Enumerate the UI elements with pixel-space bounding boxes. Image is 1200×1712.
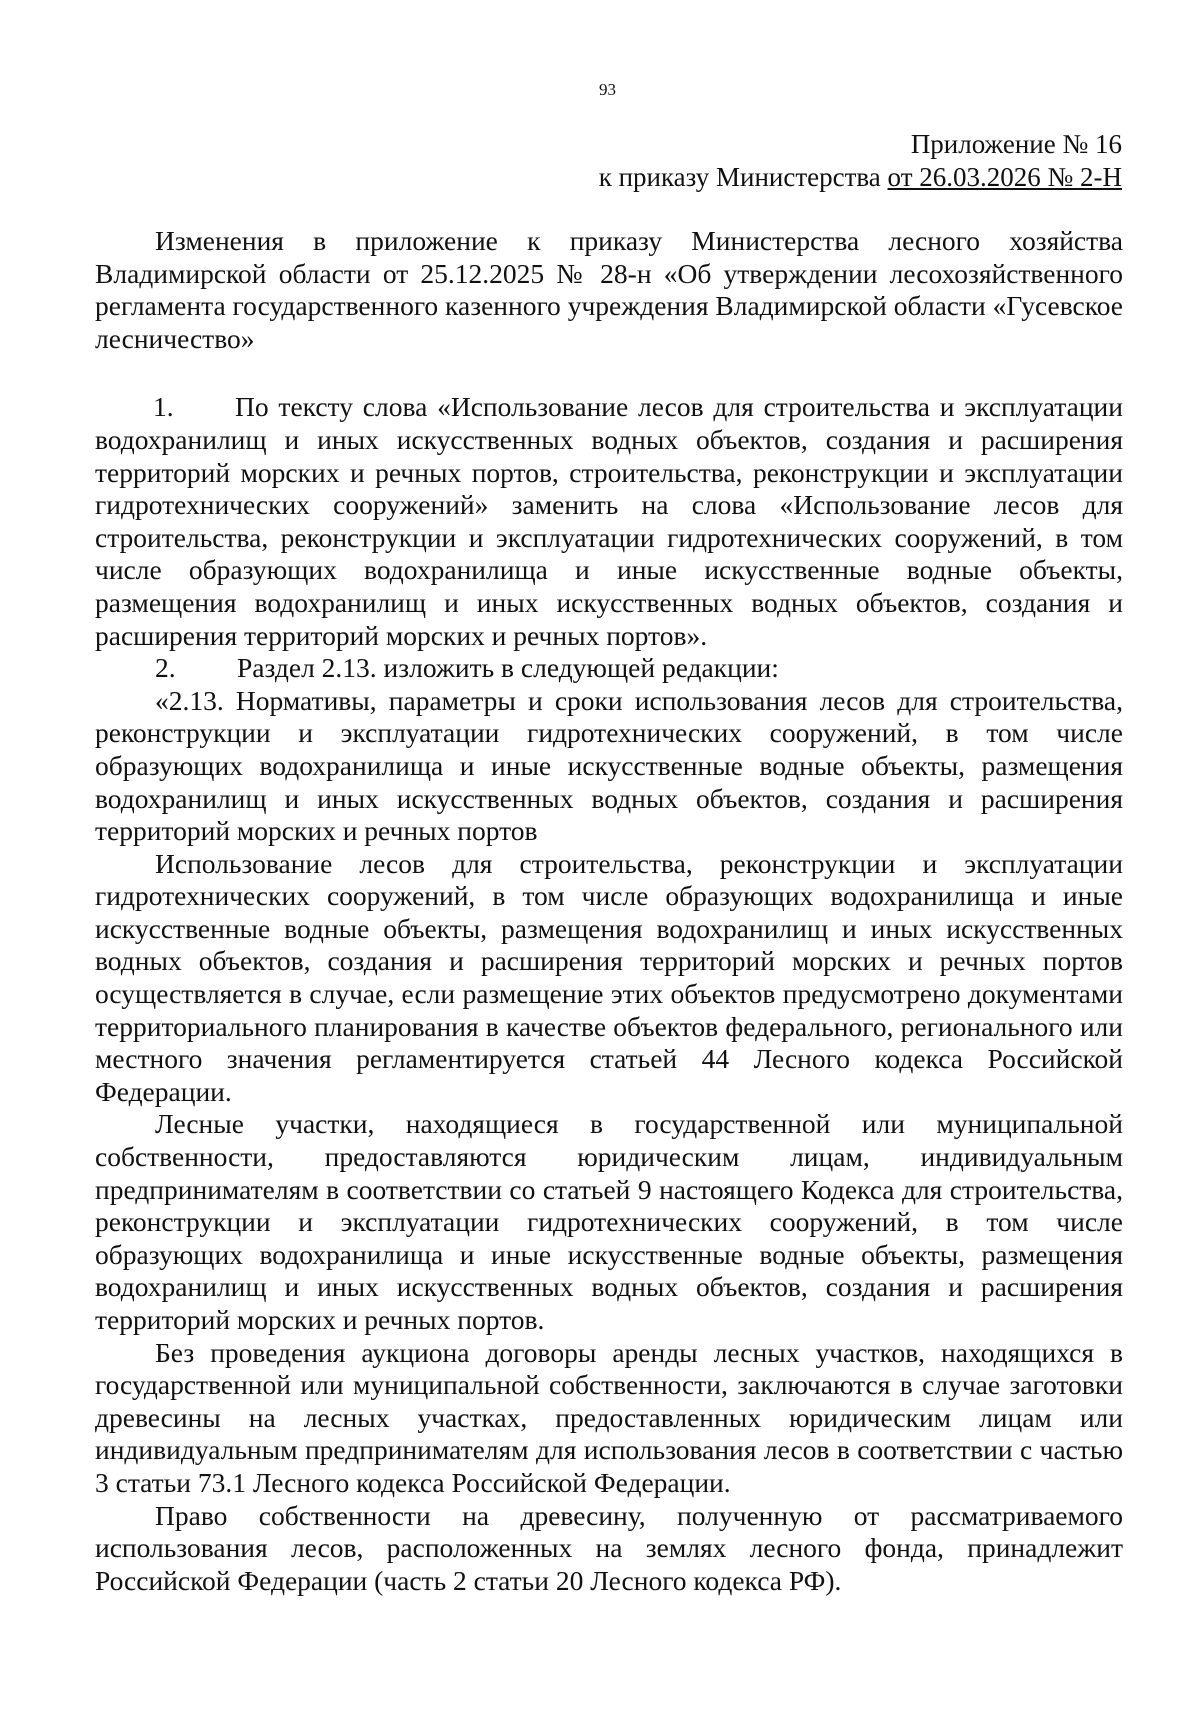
body-paragraph: Право собственности на древесину, полученную от рассматриваемого использования лесов, расположенных на землях лесного фонда, принадлежит Российской Федерации (часть 2 статьи 20 Лесного кодекса РФ).: [95, 1499, 1123, 1596]
list-item-1: [95, 391, 1123, 652]
list-item-text: По тексту слова «Использование лесов для строительства и эксплуатации водохранилищ и иных искусственных водных объектов, создания и расширения территорий морских и речных портов, строительства, реконструкции и эксплуатации гидротехнических сооружений» заменить на слова «Использование лесов для строительства, реконструкции и эксплуатации гидротехнических сооружений, в том числе образующих водохранилища и иные искусственные водные объекты, размещения водохранилищ и иных искусственных водных объектов, создания и расширения территорий морских и речных портов».: [95, 391, 1123, 651]
document-heading: Изменения в приложение к приказу Министерства лесного хозяйства Владимирской области от 25.12.2025 № 28-н «Об утверждении лесохозяйственного регламента государственного казенного учреждения Владимирской области «Гусевское лесничество»: [95, 225, 1123, 354]
body-paragraph: Лесные участки, находящиеся в государственной или муниципальной собственности, предоставляются юридическим лицам, индивидуальным предпринимателям в соответствии со статьей 9 настоящего Кодекса для строительства, реконструкции и эксплуатации гидротехнических сооружений, в том числе образующих водохранилища и иные искусственные водные объекты, размещения водохранилищ и иных искусственных водных объектов, создания и расширения территорий морских и речных портов.: [95, 1108, 1123, 1335]
document-body: [95, 225, 1123, 1597]
list-item-number: 2.: [155, 652, 176, 684]
appendix-order-number: от 26.03.2026 № 2-Н: [887, 162, 1122, 192]
appendix-order-ref: [599, 161, 1122, 194]
appendix-order-prefix: к приказу Министерства: [598, 162, 888, 192]
section-2-13-title: «2.13. Нормативы, параметры и сроки использования лесов для строительства, реконструкции и эксплуатации гидротехнических сооружений, в том числе образующих водохранилища и иные искусственные водные объекты, размещения водохранилищ и иных искусственных водных объектов, создания и расширения территорий морских и речных портов: [95, 684, 1123, 847]
list-item-2: [95, 652, 1123, 685]
appendix-title: Приложение № 16: [910, 129, 1122, 159]
list-item-number: 1.: [153, 391, 174, 423]
list-item-text: Раздел 2.13. изложить в следующей редакции:: [237, 652, 779, 684]
body-paragraph: Без проведения аукциона договоры аренды лесных участков, находящихся в государственной или муниципальной собственности, заключаются в случае заготовки древесины на лесных участках, предоставленных юридическим лицам или индивидуальным предпринимателям для использования лесов в соответствии с частью 3 статьи 73.1 Лесного кодекса Российской Федерации.: [95, 1336, 1123, 1498]
page-number: 93: [599, 80, 616, 99]
appendix-header: [599, 128, 1122, 194]
body-paragraph: Использование лесов для строительства, реконструкции и эксплуатации гидротехнических сооружений, в том числе образующих водохранилища и иные искусственные водные объекты, размещения водохранилищ и иных искусственных водных объектов, создания и расширения территорий морских и речных портов осуществляется в случае, если размещение этих объектов предусмотрено документами территориального планирования в качестве объектов федерального, регионального или местного значения регламентируется статьей 44 Лесного кодекса Российской Федерации.: [95, 847, 1123, 1107]
